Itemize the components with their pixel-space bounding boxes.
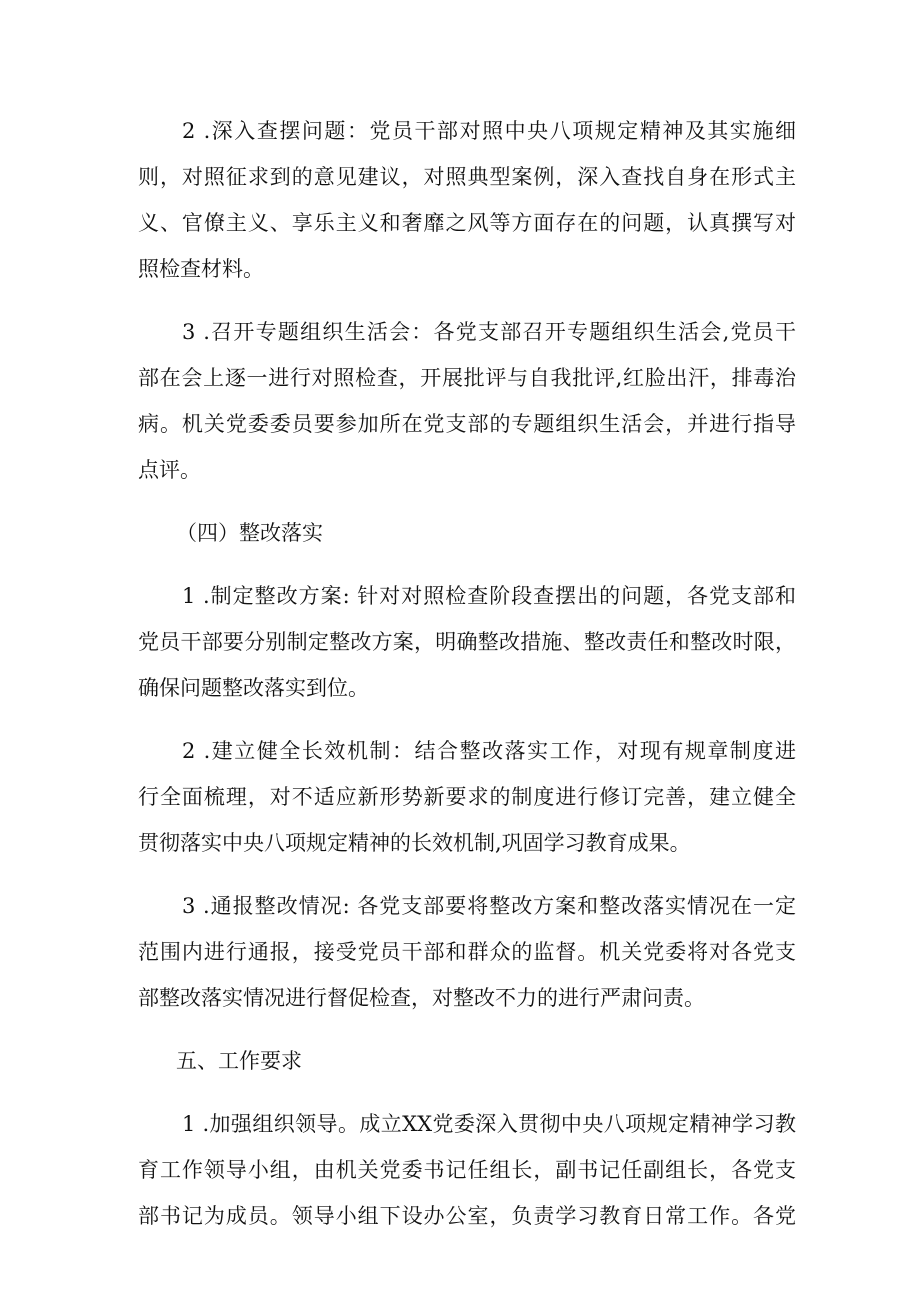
text-line: 育工作领导小组，由机关党委书记任组长，副书记任副组长，各党支: [138, 1158, 796, 1182]
text-line: 部在会上逐一进行对照检查，开展批评与自我批评,红脸出汗，排毒治: [138, 366, 796, 390]
text-line: 义、官僚主义、享乐主义和奢靡之风等方面存在的问题，认真撰写对: [138, 211, 796, 235]
paragraph-investigate-problems: [138, 108, 796, 292]
text-line: 党员干部要分别制定整改方案，明确整改措施、整改责任和整改时限，: [138, 630, 796, 654]
text-line: 病。机关党委委员要参加所在党支部的专题组织生活会，并进行指导: [138, 412, 796, 436]
text-line: 部书记为成员。领导小组下设办公室，负责学习教育日常工作。各党: [138, 1204, 796, 1228]
text-line: 2 .深入查摆问题：党员干部对照中央八项规定精神及其实施细: [182, 119, 796, 143]
section-heading-rectification: [138, 510, 796, 556]
heading-text: 五、工作要求: [176, 1049, 302, 1073]
text-line: 3 .召开专题组织生活会：各党支部召开专题组织生活会,党员干: [182, 320, 796, 344]
text-line: 2 .建立健全长效机制：结合整改落实工作，对现有规章制度进: [182, 739, 796, 763]
text-line: 部整改落实情况进行督促检查，对整改不力的进行严肃问责。: [138, 986, 705, 1010]
paragraph-rectification-plan: [138, 573, 796, 711]
text-line: 点评。: [138, 458, 201, 482]
text-line: 1 .制定整改方案: 针对对照检查阶段查摆出的问题，各党支部和: [182, 584, 796, 608]
paragraph-report-rectification: [138, 883, 796, 1021]
paragraph-organizational-leadership: [138, 1101, 796, 1239]
text-line: 3 .通报整改情况: 各党支部要将整改方案和整改落实情况在一定: [182, 894, 796, 918]
text-line: 确保问题整改落实到位。: [138, 676, 369, 700]
text-line: 范围内进行通报，接受党员干部和群众的监督。机关党委将对各党支: [138, 940, 796, 964]
heading-text: （四）整改落实: [176, 521, 323, 545]
text-line: 1 .加强组织领导。成立XX党委深入贯彻中央八项规定精神学习教: [182, 1112, 796, 1136]
text-line: 行全面梳理，对不适应新形势新要求的制度进行修订完善，建立健全: [138, 785, 796, 809]
text-line: 照检查材料。: [138, 257, 264, 281]
document-body: [138, 108, 796, 1256]
text-line: 贯彻落实中央八项规定精神的长效机制,巩固学习教育成果。: [138, 831, 691, 855]
text-line: 则，对照征求到的意见建议，对照典型案例，深入查找自身在形式主: [138, 165, 796, 189]
paragraph-organize-meeting: [138, 309, 796, 493]
section-heading-work-requirements: [138, 1038, 796, 1084]
paragraph-long-term-mechanism: [138, 728, 796, 866]
